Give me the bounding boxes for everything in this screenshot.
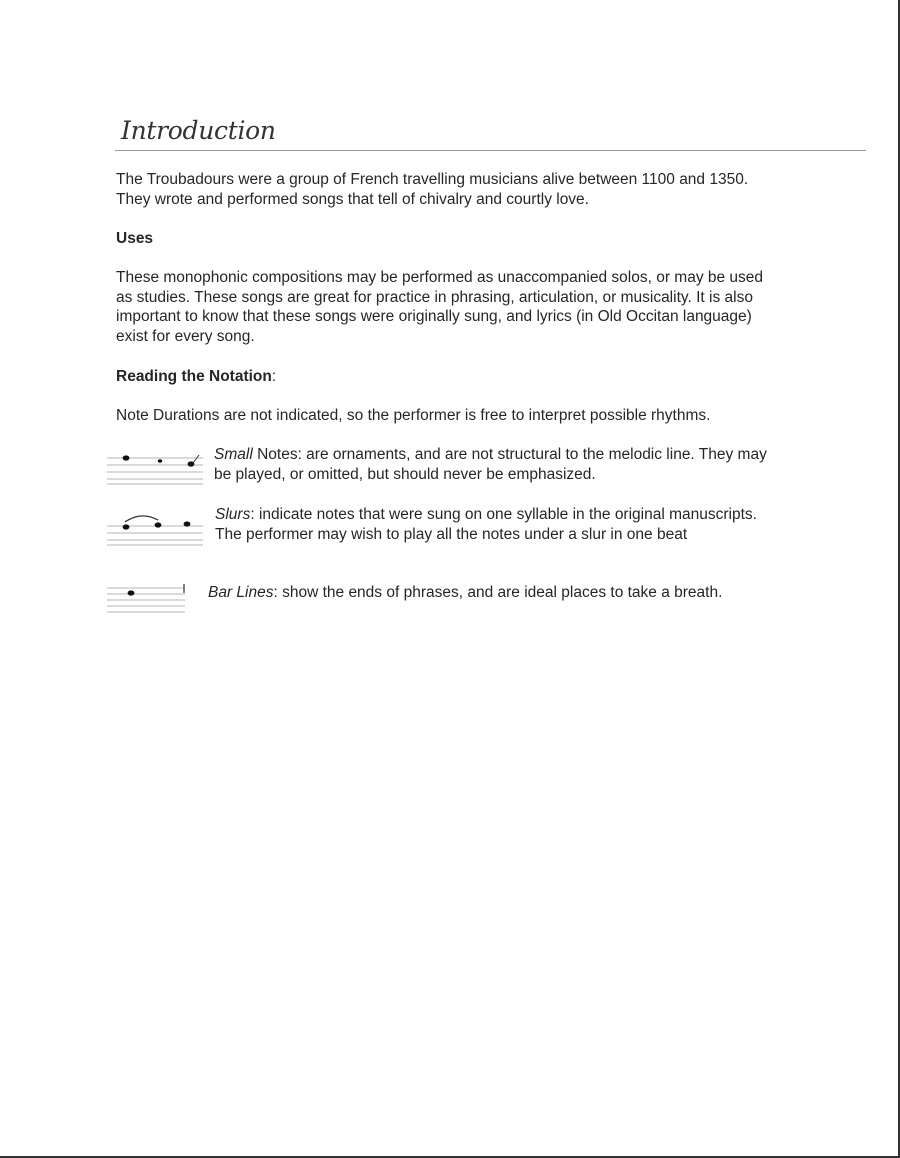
legend-slurs-term: Slurs bbox=[215, 506, 251, 523]
legend-small-term: Small bbox=[214, 446, 253, 463]
page-title: Introduction bbox=[121, 116, 276, 145]
legend-small-text: Notes: are ornaments, and are not structural to the melodic line. They may be played, or omitted, but should never be emphasized. bbox=[214, 446, 767, 483]
durations-paragraph: Note Durations are not indicated, so the performer is free to interpret possible rhythms. bbox=[116, 407, 711, 424]
small-notes-staff-icon bbox=[107, 448, 203, 486]
notation-heading-colon: : bbox=[271, 368, 277, 385]
uses-heading: Uses bbox=[116, 230, 154, 247]
title-rule bbox=[115, 112, 866, 151]
legend-slurs-text: : indicate notes that were sung on one syllable in the original manuscripts. The performer may wish to play all the notes under a slur in one beat bbox=[215, 506, 757, 543]
notation-heading-line bbox=[116, 367, 276, 387]
legend-small-notes bbox=[214, 445, 774, 484]
legend-bar-term: Bar Lines bbox=[208, 584, 274, 601]
slur-staff-icon bbox=[107, 510, 203, 550]
legend-bar-lines bbox=[208, 583, 808, 603]
legend-slurs bbox=[215, 505, 785, 544]
uses-paragraph: These monophonic compositions may be performed as unaccompanied solos, or may be used as studies. These songs are great for practice in phrasing, articulation, or musicality. It is also important to know that these songs were originally sung, and lyrics (in Old Occitan language) exist for every song. bbox=[116, 269, 764, 345]
legend-bar-text: : show the ends of phrases, and are ideal places to take a breath. bbox=[273, 584, 723, 601]
intro-paragraph: The Troubadours were a group of French travelling musicians alive between 1100 and 1350. They wrote and performed songs that tell of chivalry and courtly love. bbox=[116, 171, 749, 208]
notation-heading: Reading the Notation bbox=[116, 368, 272, 385]
bar-line-staff-icon bbox=[107, 584, 187, 616]
